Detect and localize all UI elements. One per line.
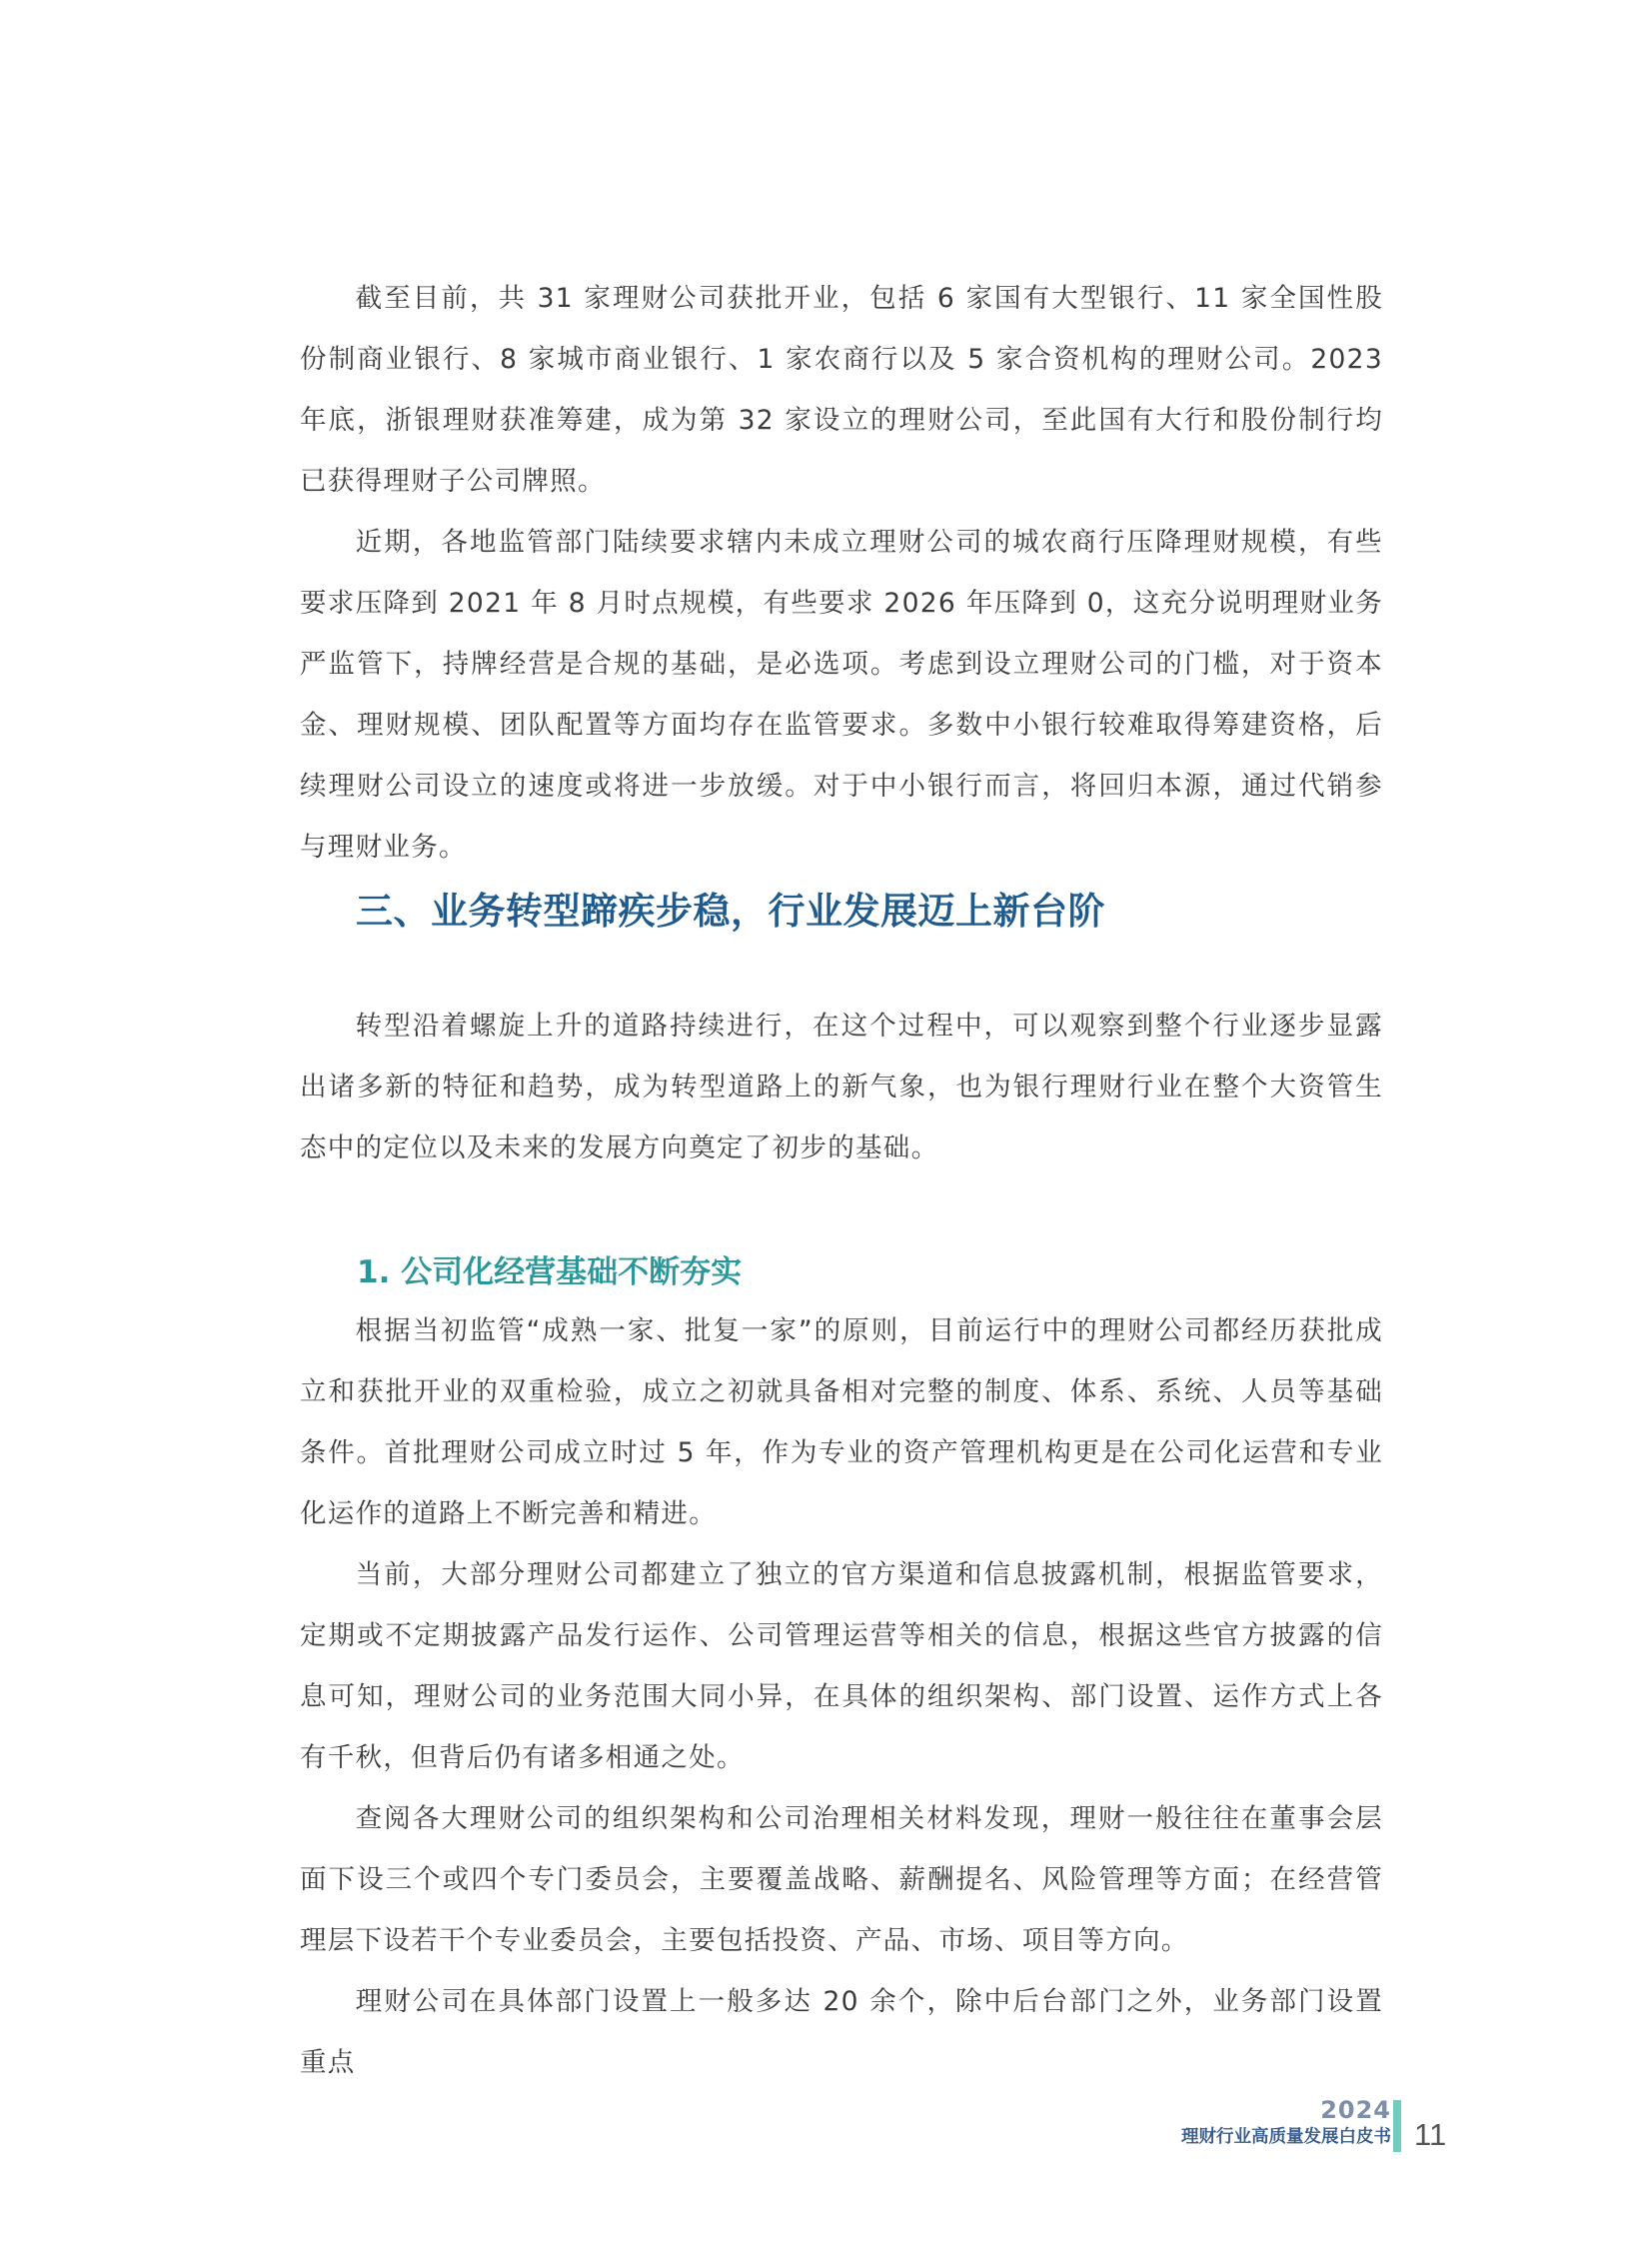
footer-publication-title: 理财行业高质量发展白皮书 — [1181, 2127, 1391, 2147]
intro-text-block — [300, 268, 1383, 878]
paragraph-dual-approval: 根据当初监管“成熟一家、批复一家”的原则，目前运行中的理财公司都经历获批成立和获批开业的双重检验，成立之初就具备相对完整的制度、体系、系统、人员等基础条件。首批理财公司成立时过 5 年，作为专业的资产管理机构更是在公司化运营和专业化运作的道路上不断完善和精进。 — [300, 1315, 1383, 1529]
subsection-heading: 1. 公司化经营基础不断夯实 — [357, 1254, 743, 1290]
paragraph-governance-structure: 查阅各大理财公司的组织架构和公司治理相关材料发现，理财一般往往在董事会层面下设三个或四个专门委员会，主要覆盖战略、薪酬提名、风险管理等方面；在经营管理层下设若干个专业委员会，主要包括投资、产品、市场、项目等方向。 — [300, 1803, 1383, 1956]
section-three-text-block — [300, 996, 1383, 1178]
paragraph-transformation-trends: 转型沿着螺旋上升的道路持续进行，在这个过程中，可以观察到整个行业逐步显露出诸多新的特征和趋势，成为转型道路上的新气象，也为银行理财行业在整个大资管生态中的定位以及未来的发展方向奠定了初步的基础。 — [300, 1011, 1383, 1163]
footer-year: 2024 — [1320, 2096, 1391, 2124]
page-number: 11 — [1414, 2117, 1447, 2152]
subsection-one-text-block — [300, 1300, 1383, 2093]
paragraph-licensed-companies: 截至目前，共 31 家理财公司获批开业，包括 6 家国有大型银行、11 家全国性股份制商业银行、8 家城市商业银行、1 家农商行以及 5 家合资机构的理财公司。2023 年底，浙银理财获准筹建，成为第 32 家设立的理财公司，至此国有大行和股份制行均已获得理财子公司牌照。 — [300, 283, 1383, 497]
footer-accent-bar — [1393, 2100, 1401, 2152]
paragraph-regulatory-requirements: 近期，各地监管部门陆续要求辖内未成立理财公司的城农商行压降理财规模，有些要求压降到 2021 年 8 月时点规模，有些要求 2026 年压降到 0，这充分说明理财业务严监管下，持牌经营是合规的基础，是必选项。考虑到设立理财公司的门槛，对于资本金、理财规模、团队配置等方面均存在监管要求。多数中小银行较难取得筹建资格，后续理财公司设立的速度或将进一步放缓。对于中小银行而言，将回归本源，通过代销参与理财业务。 — [300, 527, 1383, 863]
section-heading: 三、业务转型蹄疾步稳，行业发展迈上新台阶 — [356, 890, 1105, 933]
paragraph-department-setup: 理财公司在具体部门设置上一般多达 20 余个，除中后台部门之外，业务部门设置重点 — [300, 1986, 1383, 2078]
page-footer — [1149, 2094, 1469, 2156]
paragraph-disclosure-mechanism: 当前，大部分理财公司都建立了独立的官方渠道和信息披露机制，根据监管要求，定期或不定期披露产品发行运作、公司管理运营等相关的信息，根据这些官方披露的信息可知，理财公司的业务范围大同小异，在具体的组织架构、部门设置、运作方式上各有千秋，但背后仍有诸多相通之处。 — [300, 1559, 1383, 1773]
